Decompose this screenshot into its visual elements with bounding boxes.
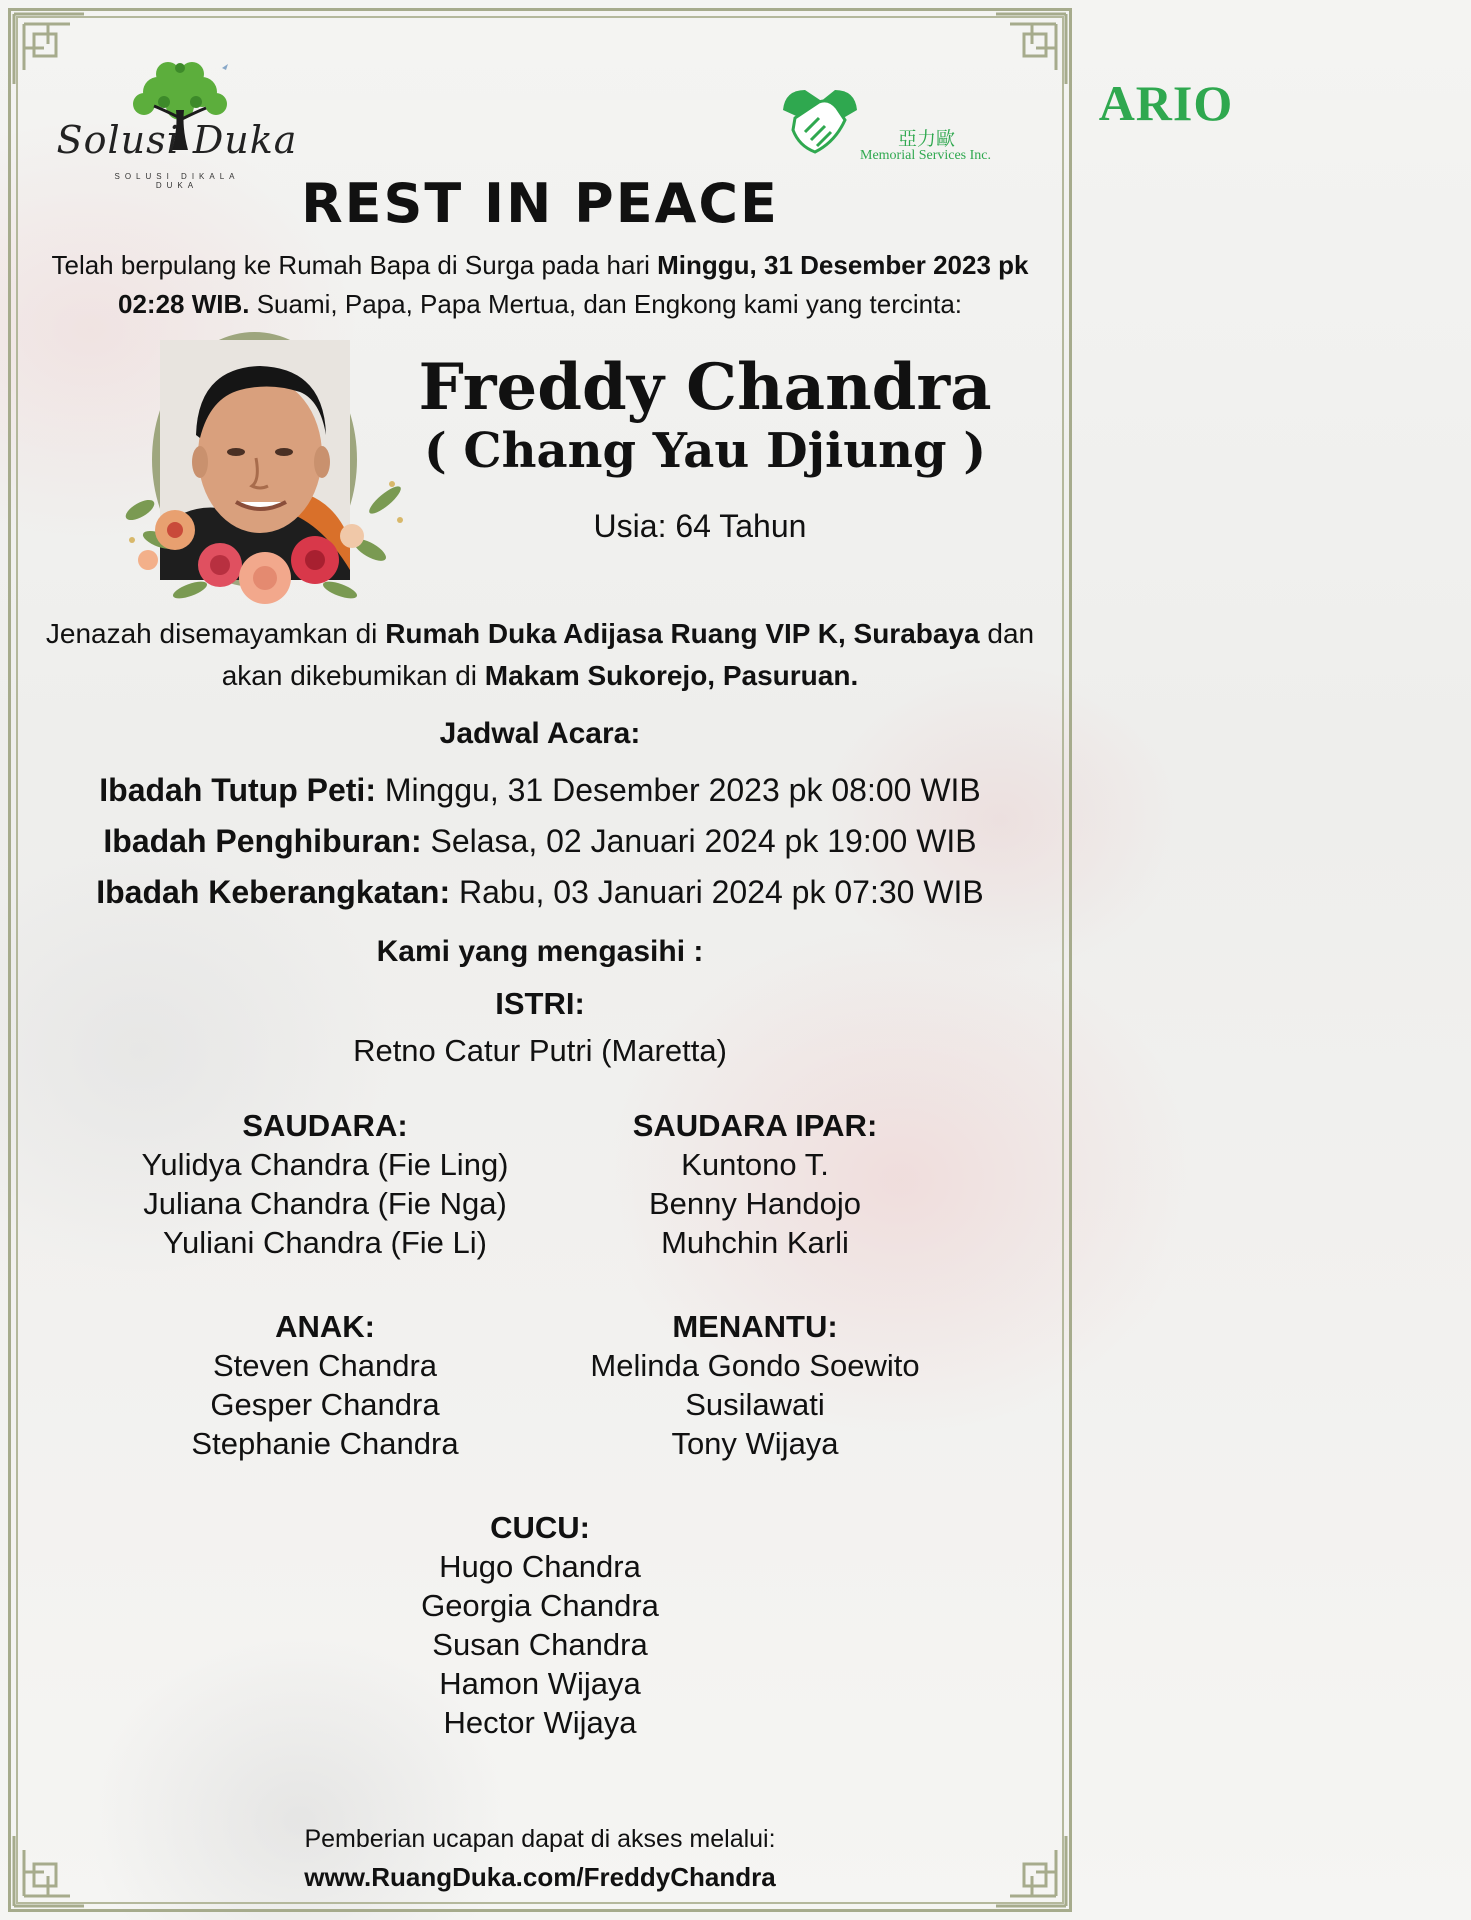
schedule-item (0, 816, 1080, 867)
burial-part1: Jenazah disemayamkan di (45, 618, 386, 649)
cucu-member: Georgia Chandra (421, 1588, 659, 1623)
deceased-name: Freddy Chandra (418, 350, 992, 425)
ario-logo (775, 75, 1234, 168)
anak-member: Gesper Chandra (210, 1387, 440, 1422)
saudara-member: Yulidya Chandra (Fie Ling) (141, 1147, 509, 1182)
anak-member: Stephanie Chandra (191, 1426, 459, 1461)
saudara-heading: SAUDARA: (242, 1108, 408, 1143)
deceased-age: Usia: 64 Tahun (593, 508, 807, 544)
schedule-title: Jadwal Acara: (439, 717, 641, 750)
saudara-ipar-section (505, 1106, 1005, 1262)
saudara-member: Yuliani Chandra (Fie Li) (163, 1225, 487, 1260)
schedule-item-label: Ibadah Tutup Peti: (99, 772, 376, 808)
footer (0, 1820, 1080, 1896)
flower-decoration-icon (120, 470, 410, 620)
cucu-member: Hamon Wijaya (439, 1666, 641, 1701)
cucu-member: Hugo Chandra (439, 1549, 641, 1584)
schedule-item-label: Ibadah Keberangkatan: (96, 874, 451, 910)
menantu-heading: MENANTU: (672, 1309, 838, 1344)
schedule-list (0, 765, 1080, 918)
schedule-item (0, 765, 1080, 816)
deceased-alias: ( Chang Yau Djiung ) (423, 423, 987, 479)
intro-text (20, 246, 1060, 324)
menantu-member: Tony Wijaya (671, 1426, 839, 1461)
istri-section (0, 980, 1080, 1074)
saudara-section (75, 1106, 575, 1262)
burial-location: Rumah Duka Adijasa Ruang VIP K, Surabaya (385, 618, 980, 649)
menantu-member: Susilawati (685, 1387, 825, 1422)
cucu-section (0, 1508, 1080, 1742)
footer-text: Pemberian ucapan dapat di akses melalui: (304, 1825, 776, 1853)
solusi-duka-logo (52, 58, 302, 188)
page-title: REST IN PEACE (301, 172, 779, 235)
schedule-item-value: Selasa, 02 Januari 2024 pk 19:00 WIB (421, 823, 977, 859)
memorial-url-link[interactable]: www.RuangDuka.com/FreddyChandra (304, 1862, 776, 1892)
intro-part2: Suami, Papa, Papa Mertua, dan Engkong kami yang tercinta: (249, 289, 963, 319)
istri-member: Retno Catur Putri (Maretta) (353, 1033, 727, 1068)
saudara-ipar-member: Benny Handojo (649, 1186, 861, 1221)
ario-wordmark: ARIO (1098, 75, 1234, 131)
schedule-item-value: Rabu, 03 Januari 2024 pk 07:30 WIB (450, 874, 984, 910)
burial-info (20, 613, 1060, 697)
solusi-duka-wordmark: Solusi Duka (56, 118, 298, 162)
schedule-item-value: Minggu, 31 Desember 2023 pk 08:00 WIB (375, 772, 981, 808)
cucu-member: Hector Wijaya (443, 1705, 637, 1740)
ario-subtitle: Memorial Services Inc. (860, 148, 992, 163)
menantu-member: Melinda Gondo Soewito (590, 1348, 920, 1383)
saudara-ipar-member: Muhchin Karli (661, 1225, 849, 1260)
anak-section (75, 1307, 575, 1463)
anak-heading: ANAK: (275, 1309, 375, 1344)
saudara-member: Juliana Chandra (Fie Nga) (143, 1186, 507, 1221)
istri-heading: ISTRI: (495, 986, 585, 1021)
cucu-member: Susan Chandra (432, 1627, 648, 1662)
cucu-heading: CUCU: (490, 1510, 590, 1545)
schedule-item (0, 867, 1080, 918)
handshake-icon (775, 80, 865, 160)
intro-date: Minggu, 31 Desember 2023 pk 02:28 WIB. (117, 250, 1029, 319)
family-title: Kami yang mengasihi : (376, 935, 704, 968)
menantu-section (505, 1307, 1005, 1463)
burial-cemetery: Makam Sukorejo, Pasuruan. (484, 660, 859, 691)
burial-part2: dan akan dikebumikan di (221, 618, 1035, 691)
saudara-ipar-heading: SAUDARA IPAR: (632, 1108, 878, 1143)
anak-member: Steven Chandra (212, 1348, 438, 1383)
intro-part1: Telah berpulang ke Rumah Bapa di Surga pada hari (51, 250, 658, 280)
saudara-ipar-member: Kuntono T. (681, 1147, 829, 1182)
ario-chinese-name: 亞力歐 (898, 128, 956, 150)
solusi-duka-tagline: SOLUSI DIKALA DUKA (114, 172, 240, 190)
schedule-item-label: Ibadah Penghiburan: (103, 823, 422, 859)
